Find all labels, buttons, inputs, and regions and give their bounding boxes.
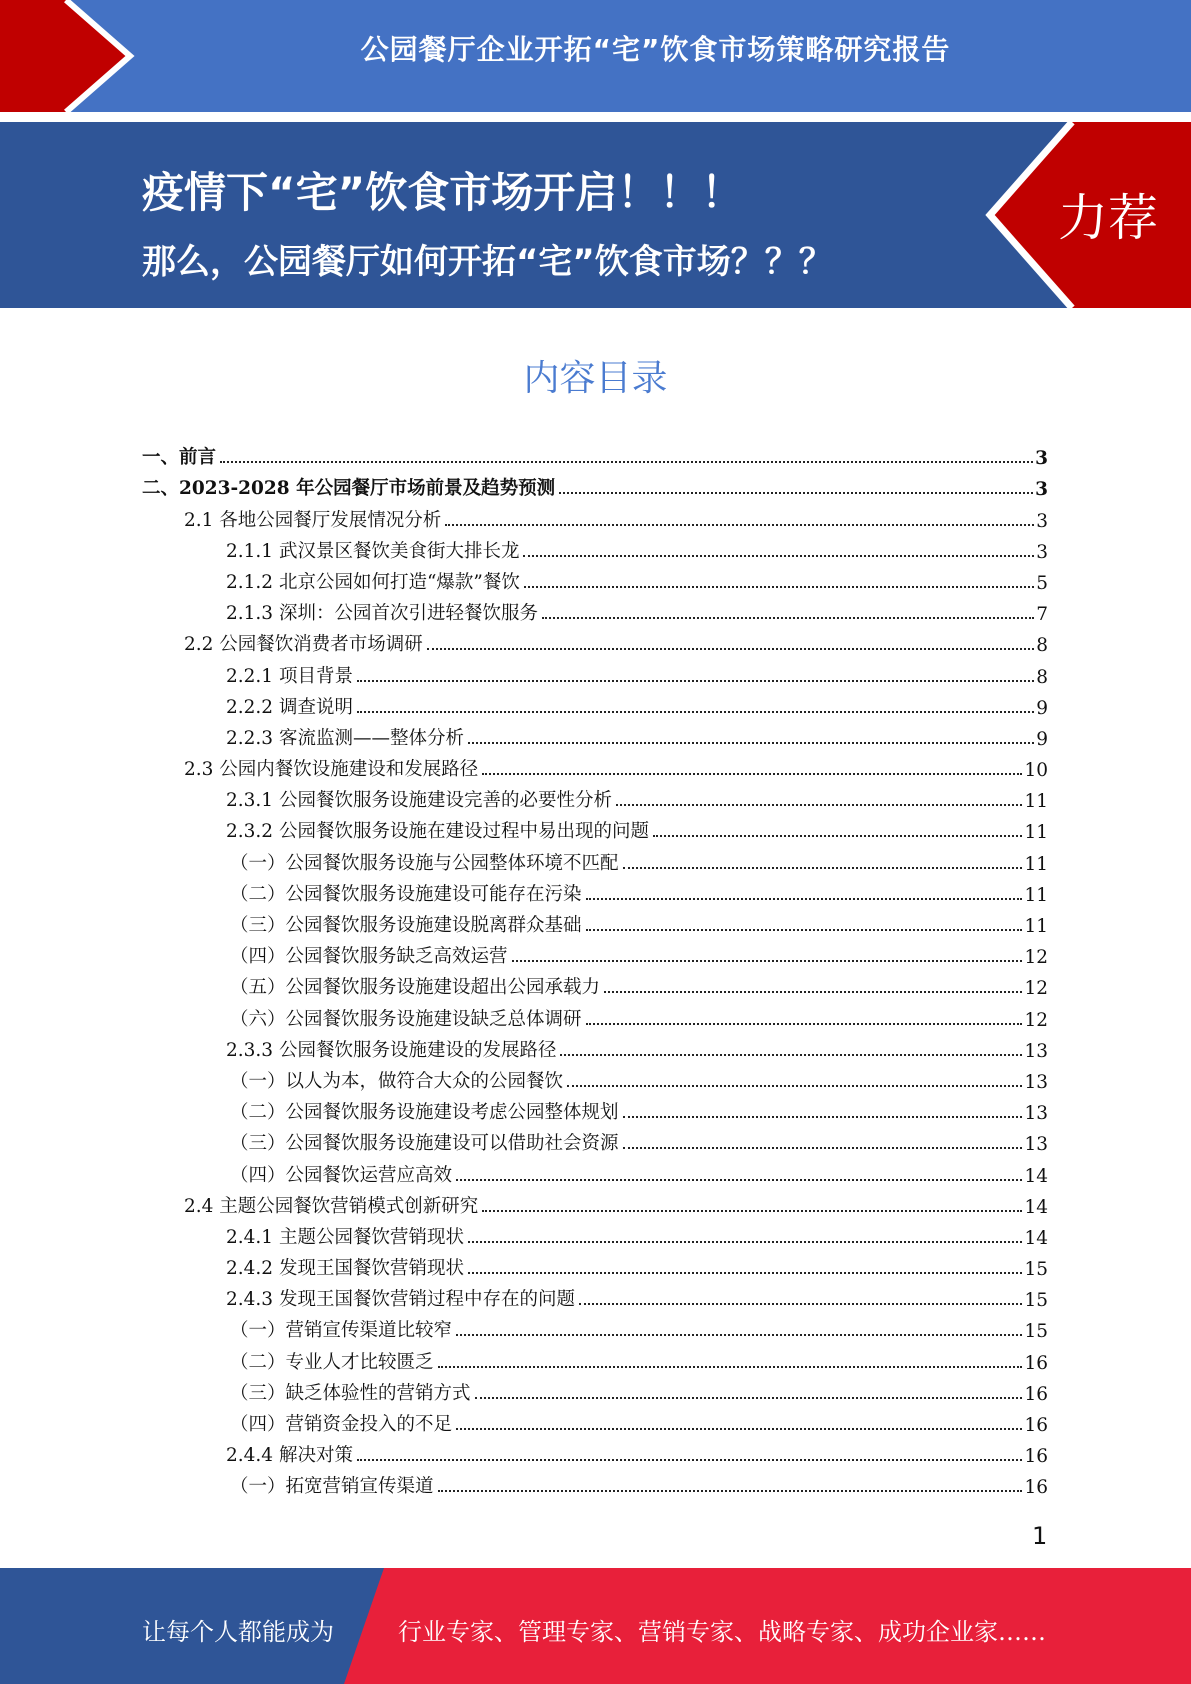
toc-list [142, 438, 1048, 1498]
toc-entry-page: 15 [1024, 1290, 1048, 1312]
toc-entry-label: （一）营销宣传渠道比较窄 [230, 1320, 453, 1342]
toc-entry-label: （三）公园餐饮服务设施建设可以借助社会资源 [230, 1133, 619, 1155]
toc-entry-page: 16 [1024, 1352, 1048, 1374]
toc-entry-label: 2.2 公园餐饮消费者市场调研 [184, 634, 423, 656]
toc-leader-dots [438, 1366, 1023, 1368]
toc-entry-label: 2.4.4 解决对策 [226, 1445, 353, 1467]
toc-entry-page: 10 [1024, 760, 1048, 782]
toc-entry[interactable] [142, 1405, 1048, 1436]
toc-entry-label: 2.3 公园内餐饮设施建设和发展路径 [184, 759, 479, 781]
toc-entry-label: （四）公园餐饮运营应高效 [230, 1164, 453, 1186]
toc-entry[interactable] [142, 1311, 1048, 1342]
toc-leader-dots [220, 461, 1033, 463]
footer-slogan-right: 行业专家、管理专家、营销专家、战略专家、成功企业家…… [398, 1618, 1046, 1646]
toc-leader-dots [579, 1303, 1022, 1305]
toc-entry-label: （三）缺乏体验性的营销方式 [230, 1382, 471, 1404]
toc-entry-page: 11 [1024, 822, 1048, 844]
toc-entry-label: 2.1.2 北京公园如何打造“爆款”餐饮 [226, 571, 520, 593]
toc-entry-label: 2.1.3 深圳：公园首次引进轻餐饮服务 [226, 603, 538, 625]
toc-entry-page: 3 [1035, 448, 1048, 470]
toc-entry-page: 15 [1024, 1321, 1048, 1343]
toc-entry-page: 14 [1024, 1165, 1048, 1187]
toc-leader-dots [357, 711, 1034, 713]
toc-entry-page: 15 [1024, 1259, 1048, 1281]
toc-entry[interactable] [142, 875, 1048, 906]
toc-entry[interactable] [142, 1124, 1048, 1155]
toc-entry-page: 3 [1035, 479, 1048, 501]
toc-entry-page: 9 [1036, 697, 1048, 719]
toc-entry-label: （一）拓宽营销宣传渠道 [230, 1476, 434, 1498]
toc-entry-label: 2.1 各地公园餐厅发展情况分析 [184, 509, 442, 531]
recommend-badge: 力荐 [1058, 189, 1158, 247]
toc-entry-label: 一、前言 [142, 447, 217, 469]
toc-entry[interactable] [142, 750, 1048, 781]
toc-entry[interactable] [142, 532, 1048, 563]
toc-leader-dots [616, 804, 1022, 806]
toc-leader-dots [586, 1023, 1023, 1025]
toc-entry-label: 二、2023-2028 年公园餐厅市场前景及趋势预测 [142, 478, 556, 500]
toc-leader-dots [560, 1054, 1022, 1056]
toc-entry-label: 2.2.3 客流监测——整体分析 [226, 727, 464, 749]
toc-entry-page: 12 [1024, 978, 1048, 1000]
toc-entry-label: （二）公园餐饮服务设施建设考虑公园整体规划 [230, 1102, 619, 1124]
toc-entry[interactable] [142, 688, 1048, 719]
toc-entry[interactable] [142, 625, 1048, 656]
toc-leader-dots [456, 1334, 1022, 1336]
toc-entry[interactable] [142, 1467, 1048, 1498]
toc-entry-page: 14 [1024, 1227, 1048, 1249]
toc-entry[interactable] [142, 1374, 1048, 1405]
toc-entry[interactable] [142, 1093, 1048, 1124]
toc-entry[interactable] [142, 906, 1048, 937]
toc-entry-page: 9 [1036, 728, 1048, 750]
toc-entry-page: 7 [1036, 604, 1048, 626]
toc-entry-label: （二）专业人才比较匮乏 [230, 1351, 434, 1373]
toc-entry-page: 11 [1024, 791, 1048, 813]
toc-entry-page: 13 [1024, 1040, 1048, 1062]
footer-slogan-left: 让每个人都能成为 [142, 1618, 334, 1646]
toc-leader-dots [456, 1179, 1022, 1181]
toc-entry[interactable] [142, 594, 1048, 625]
toc-entry[interactable] [142, 999, 1048, 1030]
toc-entry[interactable] [142, 469, 1048, 500]
toc-entry-page: 8 [1036, 666, 1048, 688]
toc-leader-dots [567, 1085, 1022, 1087]
report-title: 公园餐厅企业开拓“宅”饮食市场策略研究报告 [360, 33, 951, 66]
toc-leader-dots [524, 586, 1034, 588]
toc-leader-dots [604, 991, 1022, 993]
toc-entry[interactable] [142, 1280, 1048, 1311]
toc-entry[interactable] [142, 937, 1048, 968]
toc-entry-page: 13 [1024, 1071, 1048, 1093]
toc-entry-page: 3 [1036, 541, 1048, 563]
toc-entry-label: （四）公园餐饮服务缺乏高效运营 [230, 946, 508, 968]
toc-entry-page: 11 [1024, 916, 1048, 937]
toc-entry[interactable] [142, 563, 1048, 594]
toc-entry-label: （五）公园餐饮服务设施建设超出公园承载力 [230, 977, 601, 999]
toc-entry-page: 8 [1036, 635, 1048, 657]
hero-headline: 疫情下“宅”饮食市场开启！！！ [142, 168, 744, 217]
toc-leader-dots [357, 1459, 1023, 1461]
toc-leader-dots [468, 1272, 1022, 1274]
toc-entry[interactable] [142, 812, 1048, 843]
toc-entry-page: 16 [1024, 1477, 1048, 1499]
toc-leader-dots [653, 835, 1022, 837]
toc-entry-label: （一）以人为本，做符合大众的公园餐饮 [230, 1070, 564, 1092]
toc-leader-dots [438, 1490, 1023, 1492]
top-header-band [0, 0, 1191, 112]
toc-entry[interactable] [142, 843, 1048, 874]
toc-leader-dots [523, 555, 1034, 557]
toc-entry-page: 16 [1024, 1415, 1048, 1436]
toc-entry-label: （二）公园餐饮服务设施建设可能存在污染 [230, 883, 582, 905]
toc-entry-label: 2.4.3 发现王国餐饮营销过程中存在的问题 [226, 1289, 575, 1311]
toc-leader-dots [482, 1210, 1022, 1212]
toc-leader-dots [586, 898, 1023, 900]
toc-entry[interactable] [142, 656, 1048, 687]
toc-entry[interactable] [142, 500, 1048, 531]
toc-leader-dots [512, 960, 1023, 962]
toc-leader-dots [468, 1241, 1022, 1243]
toc-entry-label: （六）公园餐饮服务设施建设缺乏总体调研 [230, 1008, 582, 1030]
toc-leader-dots [456, 1428, 1022, 1430]
hero-subheadline: 那么，公园餐厅如何开拓“宅”饮食市场？？？ [142, 242, 833, 282]
toc-entry-page: 12 [1024, 947, 1048, 969]
toc-leader-dots [482, 773, 1022, 775]
toc-entry-page: 13 [1024, 1103, 1048, 1125]
toc-entry[interactable] [142, 1031, 1048, 1062]
toc-entry[interactable] [142, 1218, 1048, 1249]
toc-entry[interactable] [142, 438, 1048, 469]
toc-entry[interactable] [142, 1187, 1048, 1218]
toc-entry-label: 2.2.2 调查说明 [226, 696, 353, 718]
toc-leader-dots [623, 1147, 1023, 1149]
toc-entry-label: 2.3.3 公园餐饮服务设施建设的发展路径 [226, 1039, 557, 1061]
toc-leader-dots [468, 742, 1034, 744]
toc-entry-label: （三）公园餐饮服务设施建设脱离群众基础 [230, 915, 582, 936]
toc-entry-page: 3 [1036, 510, 1048, 532]
toc-entry-page: 11 [1024, 853, 1048, 875]
toc-leader-dots [586, 929, 1023, 931]
toc-heading: 内容目录 [523, 358, 668, 399]
toc-entry-label: （一）公园餐饮服务设施与公园整体环境不匹配 [230, 852, 619, 874]
toc-entry-page: 14 [1024, 1196, 1048, 1218]
toc-entry-page: 12 [1024, 1009, 1048, 1031]
toc-entry-page: 16 [1024, 1383, 1048, 1405]
toc-leader-dots [623, 867, 1023, 869]
toc-entry-label: 2.4 主题公园餐饮营销模式创新研究 [184, 1195, 479, 1217]
toc-entry[interactable] [142, 1155, 1048, 1186]
toc-entry-label: 2.3.1 公园餐饮服务设施建设完善的必要性分析 [226, 790, 612, 812]
toc-leader-dots [475, 1397, 1023, 1399]
toc-entry[interactable] [142, 1062, 1048, 1093]
toc-entry-page: 16 [1024, 1446, 1048, 1468]
toc-leader-dots [357, 680, 1034, 682]
toc-entry-page: 13 [1024, 1134, 1048, 1156]
toc-entry[interactable] [142, 1436, 1048, 1467]
toc-entry-label: 2.4.2 发现王国餐饮营销现状 [226, 1258, 464, 1280]
toc-entry-page: 5 [1036, 572, 1048, 594]
toc-leader-dots [623, 1116, 1023, 1118]
toc-entry[interactable] [142, 1342, 1048, 1373]
toc-entry-label: 2.2.1 项目背景 [226, 665, 353, 687]
toc-entry-label: 2.3.2 公园餐饮服务设施在建设过程中易出现的问题 [226, 821, 649, 843]
toc-entry-page: 11 [1024, 884, 1048, 906]
toc-leader-dots [427, 648, 1034, 650]
toc-entry[interactable] [142, 719, 1048, 750]
toc-leader-dots [542, 617, 1034, 619]
toc-leader-dots [559, 492, 1033, 494]
toc-entry[interactable] [142, 1249, 1048, 1280]
toc-entry-label: 2.1.1 武汉景区餐饮美食街大排长龙 [226, 540, 520, 562]
toc-leader-dots [445, 524, 1034, 526]
toc-entry[interactable] [142, 781, 1048, 812]
toc-entry[interactable] [142, 968, 1048, 999]
toc-entry-label: （四）营销资金投入的不足 [230, 1414, 453, 1435]
toc-entry-label: 2.4.1 主题公园餐饮营销现状 [226, 1226, 464, 1248]
page-number: 1 [1032, 1522, 1048, 1550]
